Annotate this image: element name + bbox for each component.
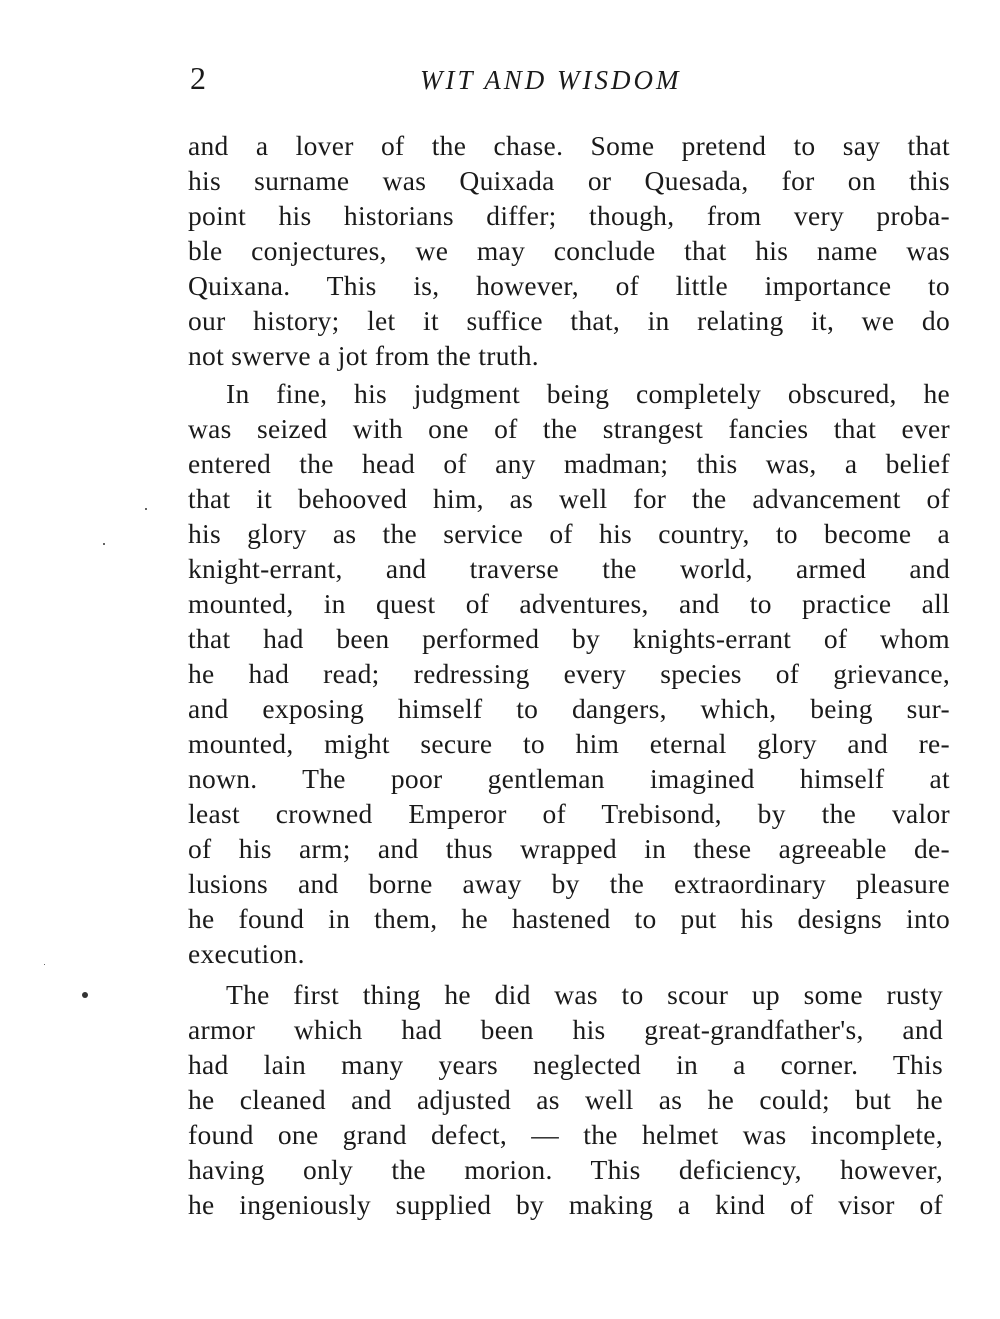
page-number: 2: [190, 60, 206, 96]
text-line: least crowned Emperor of Trebisond, by the valor: [188, 798, 950, 829]
text-line: was seized with one of the strangest fancies that ever: [188, 413, 950, 444]
text-line: lusions and borne away by the extraordinary pleasure: [188, 868, 950, 899]
scan-speck: [103, 543, 105, 545]
text-line: ble conjectures, we may conclude that his name was: [188, 235, 950, 266]
text-line: he ingeniously supplied by making a kind of visor of: [188, 1189, 943, 1220]
scan-speck: [145, 508, 147, 510]
text-line: having only the morion. This deficiency, however,: [188, 1154, 943, 1185]
text-line: and a lover of the chase. Some pretend to say that: [188, 130, 950, 161]
text-line: and exposing himself to dangers, which, being sur-: [188, 693, 950, 724]
text-line: mounted, might secure to him eternal glory and re-: [188, 728, 950, 759]
paragraph-3: [188, 977, 943, 1222]
text-line: found one grand defect, — the helmet was incomplete,: [188, 1119, 943, 1150]
text-line: nown. The poor gentleman imagined himself at: [188, 763, 950, 794]
text-line: he had read; redressing every species of grievance,: [188, 658, 950, 689]
text-line: he cleaned and adjusted as well as he could; but he: [188, 1084, 943, 1115]
scan-speck: [44, 964, 45, 965]
text-line: The first thing he did was to scour up some rusty: [226, 979, 943, 1010]
text-line: point his historians differ; though, from very proba-: [188, 200, 950, 231]
text-line: Quixana. This is, however, of little importance to: [188, 270, 950, 301]
text-line: his surname was Quixada or Quesada, for on this: [188, 165, 950, 196]
text-line: armor which had been his great-grandfather's, and: [188, 1014, 943, 1045]
text-line: knight-errant, and traverse the world, armed and: [188, 553, 950, 584]
paragraph-2: [188, 376, 950, 971]
running-title: WIT AND WISDOM: [420, 65, 682, 95]
text-line: he found in them, he hastened to put his designs into: [188, 903, 950, 934]
text-line: not swerve a jot from the truth.: [188, 340, 539, 371]
text-line: our history; let it suffice that, in relating it, we do: [188, 305, 950, 336]
text-line: his glory as the service of his country, to become a: [188, 518, 950, 549]
scan-speck: [82, 992, 88, 998]
text-line: that had been performed by knights-errant of whom: [188, 623, 950, 654]
text-line: In fine, his judgment being completely obscured, he: [226, 378, 950, 409]
text-line: mounted, in quest of adventures, and to practice all: [188, 588, 950, 619]
text-line: execution.: [188, 938, 305, 969]
text-line: that it behooved him, as well for the advancement of: [188, 483, 950, 514]
text-line: entered the head of any madman; this was, a belief: [188, 448, 950, 479]
text-line: had lain many years neglected in a corner. This: [188, 1049, 943, 1080]
text-line: of his arm; and thus wrapped in these agreeable de-: [188, 833, 950, 864]
paragraph-1: [188, 128, 950, 373]
